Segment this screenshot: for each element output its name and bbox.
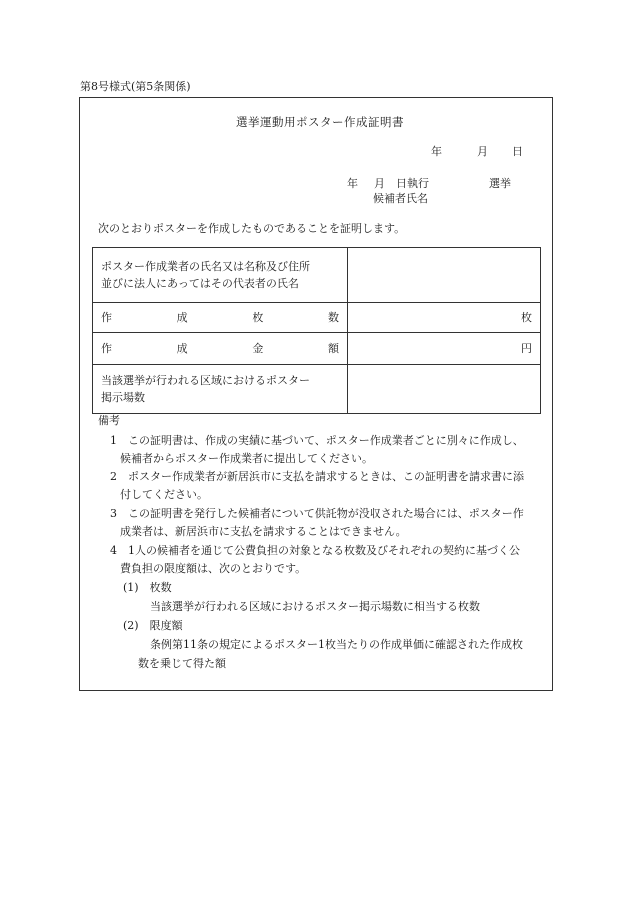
note-2-line-1: 2 ポスター作成業者が新居浜市に支払を請求するときは、この証明書を請求書に添 (110, 470, 524, 483)
subnote-1-heading: (1) 枚数 (123, 581, 172, 594)
execution-year: 年 (347, 177, 358, 190)
producer-name-label (93, 248, 348, 303)
notes-heading: 備考 (98, 414, 120, 427)
table-row (93, 365, 541, 414)
subnote-2-line-2: 数を乗じて得た額 (138, 657, 226, 670)
producer-name-value[interactable] (348, 248, 541, 303)
label-char: 作 (101, 341, 112, 355)
label-char: 成 (176, 310, 188, 324)
production-amount-value[interactable] (348, 333, 541, 365)
producer-name-label-line1: ポスター作成業者の氏名又は名称及び住所 (101, 260, 310, 273)
note-2-line-2: 付してください。 (120, 488, 208, 501)
subnote-1-body: 当該選挙が行われる区域におけるポスター掲示場数に相当する枚数 (150, 600, 480, 613)
note-3-line-1: 3 この証明書を発行した候補者について供託物が没収された場合には、ポスター作 (110, 507, 524, 520)
candidate-name-label: 候補者氏名 (373, 192, 428, 205)
production-amount-label (93, 333, 348, 365)
production-count-value[interactable] (348, 303, 541, 333)
production-count-label (93, 303, 348, 333)
poster-sites-label-line2: 掲示場数 (101, 391, 145, 404)
note-3-line-2: 成業者は、新居浜市に支払を請求することはできません。 (120, 525, 407, 538)
election-label: 選挙 (489, 177, 511, 190)
table-row (93, 303, 541, 333)
note-4-line-2: 費負担の限度額は、次のとおりです。 (120, 562, 307, 575)
table-row (93, 333, 541, 365)
label-char: 作 (101, 310, 112, 324)
poster-sites-value[interactable] (348, 365, 541, 414)
poster-sites-label-line1: 当該選挙が行われる区域におけるポスター (101, 374, 310, 387)
label-char: 額 (327, 341, 339, 355)
execution-day: 日執行 (396, 177, 429, 190)
issue-date-month: 月 (477, 145, 488, 158)
amount-unit: 円 (521, 341, 532, 355)
label-char: 数 (327, 310, 339, 324)
issue-date-day: 日 (512, 145, 523, 158)
certificate-frame (79, 97, 553, 691)
producer-name-label-line2: 並びに法人にあってはその代表者の氏名 (101, 277, 299, 290)
note-1-line-2: 候補者からポスター作成業者に提出してください。 (120, 452, 373, 465)
count-unit: 枚 (521, 310, 532, 324)
note-1-line-1: 1 この証明書は、作成の実績に基づいて、ポスター作成業者ごとに別々に作成し、 (110, 434, 524, 447)
label-char: 枚 (252, 310, 264, 324)
form-number-label: 第8号様式(第5条関係) (80, 80, 191, 93)
issue-date-year: 年 (431, 145, 442, 158)
label-char: 金 (252, 341, 264, 355)
poster-sites-label (93, 365, 348, 414)
label-char: 成 (176, 341, 188, 355)
execution-month: 月 (374, 177, 385, 190)
certification-statement: 次のとおりポスターを作成したものであることを証明します。 (98, 222, 406, 235)
subnote-2-heading: (2) 限度額 (123, 619, 183, 632)
certificate-table (92, 247, 541, 414)
note-4-line-1: 4 1人の候補者を通じて公費負担の対象となる枚数及びそれぞれの契約に基づく公 (110, 544, 520, 557)
document-title: 選挙運動用ポスター作成証明書 (236, 115, 404, 129)
subnote-2-line-1: 条例第11条の規定によるポスター1枚当たりの作成単価に確認された作成枚 (150, 638, 523, 651)
table-row (93, 248, 541, 303)
